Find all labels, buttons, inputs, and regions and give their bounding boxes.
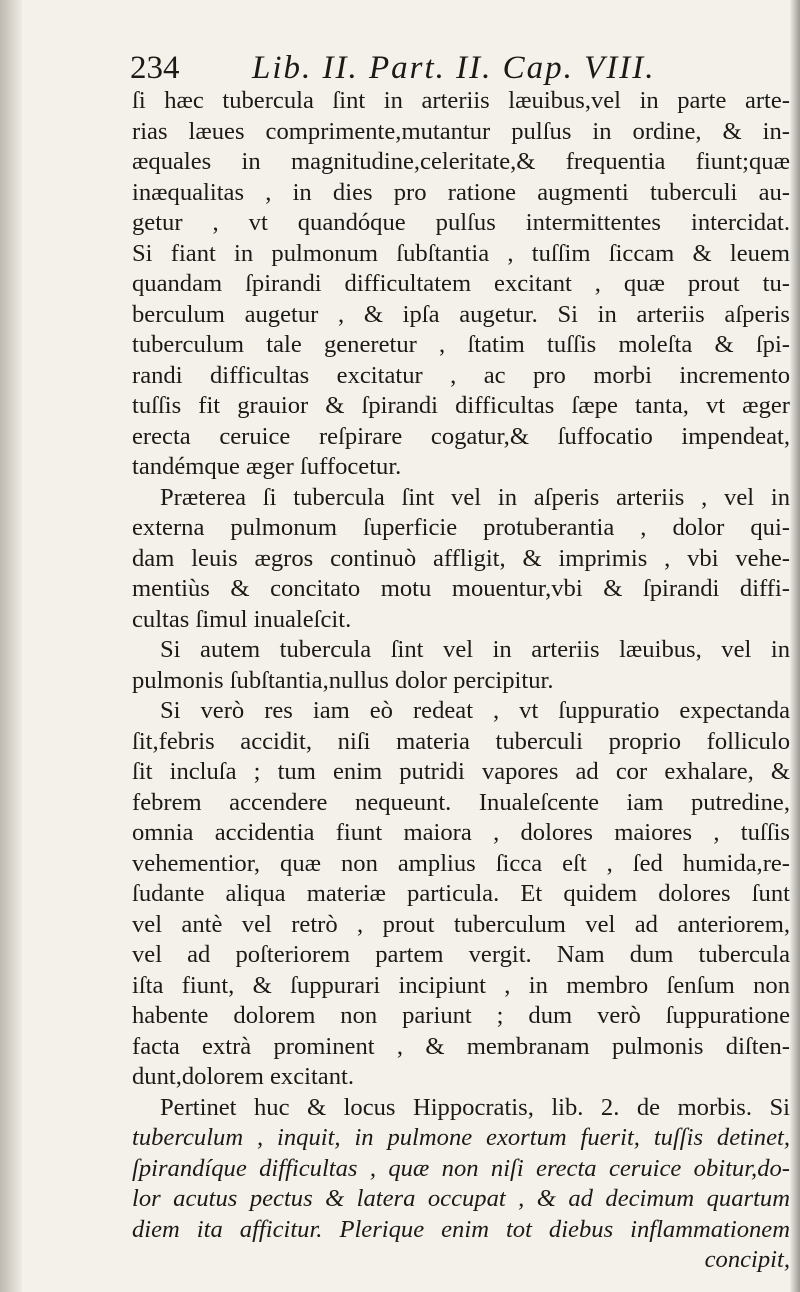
paragraph [132,483,790,636]
page-number: 234 [130,50,180,86]
text-line: ſit incluſa ; tum enim putridi vapores ad cor exhalare, & [132,758,790,785]
text-line: Si verò res iam eò redeat , vt ſuppuratio expectanda [160,697,790,724]
text-line: randi difficultas excitatur , ac pro morbi incremento [132,361,790,389]
page-header [130,46,730,90]
text-line: facta extrà prominent , & membranam pulmonis diſten- [132,1032,790,1060]
text-line: iſta fiunt, & ſuppurari incipiunt , in membro ſenſum non [132,971,790,999]
text-line: cultas ſimul inualeſcit. [132,605,352,633]
text-line: ſit,febris accidit, niſi materia tuberculi proprio folliculo [132,727,790,755]
text-line: vehementior, quæ non amplius ſicca eſt , ſed humida,re- [132,849,790,877]
text-line: quandam ſpirandi difficultatem excitant , quæ prout tu- [132,270,790,297]
paragraph [132,696,790,1093]
text-line: mentiùs & concitato motu mouentur,vbi & ſpirandi diffi- [132,575,790,602]
text-line: vel antè vel retrò , prout tuberculum vel ad anteriorem, [132,910,790,938]
text-line: ſudante aliqua materiæ particula. Et quidem dolores ſunt [132,880,790,907]
text-line: tuſſis fit grauior & ſpirandi difficultas ſæpe tanta, vt æger [132,392,790,419]
text-line: getur , vt quandóque pulſus intermittentes intercidat. [132,209,790,236]
text-line: omnia accidentia fiunt maiora , dolores maiores , tuſſis [132,819,790,846]
paragraph [132,86,790,483]
text-line: æquales in magnitudine,celeritate,& frequentia fiunt;quæ [132,148,790,175]
text-line: habente dolorem non pariunt ; dum verò ſuppuratione [132,1002,790,1029]
page-edge-shadow [790,0,800,1292]
text-line: dam leuis ægros continuò affligit, & imprimis , vbi vehe- [132,544,790,572]
text-line: Si fiant in pulmonum ſubſtantia , tuſſim ſiccam & leuem [132,239,790,267]
running-title: Lib. II. Part. II. Cap. VIII. [252,50,656,86]
text-line: erecta ceruice reſpirare cogatur,& ſuffocatio impendeat, [132,422,790,450]
paragraph [132,1093,790,1276]
page-gutter-shadow [0,0,22,1292]
text-line: vel ad poſteriorem partem vergit. Nam dum tubercula [132,941,790,968]
text-line: ſi hæc tubercula ſint in arteriis læuibus,vel in parte arte- [132,87,790,114]
text-line: berculum augetur , & ipſa augetur. Si in arteriis aſperis [132,300,790,328]
text-line: tandémque æger ſuffocetur. [132,453,402,480]
catchword: concipit, [704,1246,790,1273]
text-line: Pertinet huc & locus Hippocratis, lib. 2. de morbis. Si [160,1093,790,1121]
text-line: inæqualitas , in dies pro ratione augmenti tuberculi au- [132,178,790,206]
text-line: lor acutus pectus & latera occupat , & ad decimum quartum [132,1185,790,1212]
text-line: Præterea ſi tubercula ſint vel in aſperis arteriis , vel in [160,483,790,511]
text-line: externa pulmonum ſuperficie protuberantia , dolor qui- [132,514,790,541]
body-text [132,86,790,1276]
text-line: tuberculum , inquit, in pulmone exortum fuerit, tuſſis detinet, [132,1124,790,1151]
text-line: ſpirandíque difficultas , quæ non niſi erecta ceruice obitur,do- [132,1154,790,1182]
text-line: rias læues comprimente,mutantur pulſus in ordine, & in- [132,117,790,145]
text-line: tuberculum tale generetur , ſtatim tuſſis moleſta & ſpi- [132,331,790,358]
text-line: Si autem tubercula ſint vel in arteriis læuibus, vel in [160,636,790,663]
text-line: dunt,dolorem excitant. [132,1063,354,1090]
text-line: febrem accendere nequeunt. Inualeſcente iam putredine, [132,788,790,816]
paragraph [132,635,790,696]
text-line: pulmonis ſubſtantia,nullus dolor percipitur. [132,666,554,694]
text-line: diem ita afficitur. Plerique enim tot diebus inflammationem [132,1215,790,1243]
